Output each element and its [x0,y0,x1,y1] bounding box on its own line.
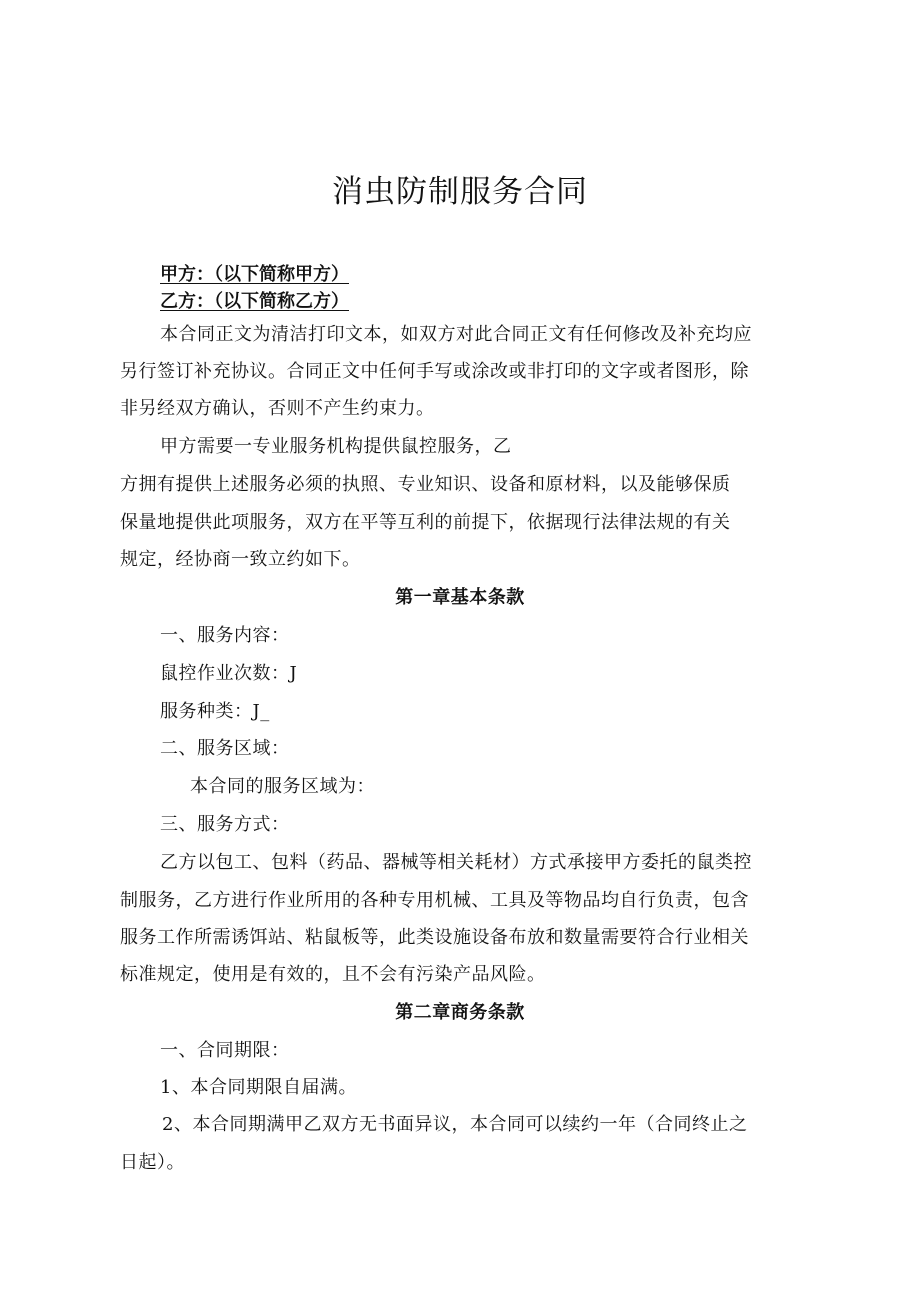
clause-line: 二、服务区域： [160,738,290,759]
chapter-heading: 第二章商务条款 [395,1002,525,1023]
chapter-heading: 第一章基本条款 [395,587,525,608]
clause-line: 服务种类：J_ [160,701,270,722]
purpose-line: 甲方需要一专业服务机构提供鼠控服务，乙 [160,436,512,457]
method-line: 标准规定，使用是有效的，且不会有污染产品风险。 [120,964,546,985]
intro-line: 本合同正文为清洁打印文本，如双方对此合同正文有任何修改及补充均应 [160,324,752,345]
intro-line: 非另经双方确认，否则不产生约束力。 [120,398,435,419]
clause-line: 1、本合同期限自届满。 [160,1077,357,1098]
clause-line: 一、服务内容： [160,625,290,646]
party-b-line: 乙方：（以下简称乙方） [160,291,349,312]
clause-line: 2、本合同期满甲乙双方无书面异议，本合同可以续约一年（合同终止之 [162,1114,748,1135]
intro-line: 另行签订补充协议。合同正文中任何手写或涂改或非打印的文字或者图形，除 [120,361,749,382]
clause-line: 三、服务方式： [160,814,290,835]
method-line: 制服务，乙方进行作业所用的各种专用机械、工具及等物品均自行负责，包含 [120,890,749,911]
party-a-line: 甲方：（以下简称甲方） [160,264,349,285]
clause-line: 鼠控作业次数：J [160,663,298,684]
clause-line: 本合同的服务区域为： [190,776,375,797]
method-line: 乙方以包工、包料（药品、器械等相关耗材）方式承接甲方委托的鼠类控 [160,852,752,873]
purpose-line: 规定，经协商一致立约如下。 [120,549,361,570]
purpose-line: 保量地提供此项服务，双方在平等互利的前提下，依据现行法律法规的有关 [120,512,731,533]
purpose-line: 方拥有提供上述服务必须的执照、专业知识、设备和原材料，以及能够保质 [120,474,731,495]
document-title: 消虫防制服务合同 [332,174,588,210]
clause-line: 日起）。 [120,1152,185,1173]
clause-line: 一、合同期限： [160,1040,290,1061]
method-line: 服务工作所需诱饵站、粘鼠板等，此类设施设备布放和数量需要符合行业相关 [120,927,749,948]
